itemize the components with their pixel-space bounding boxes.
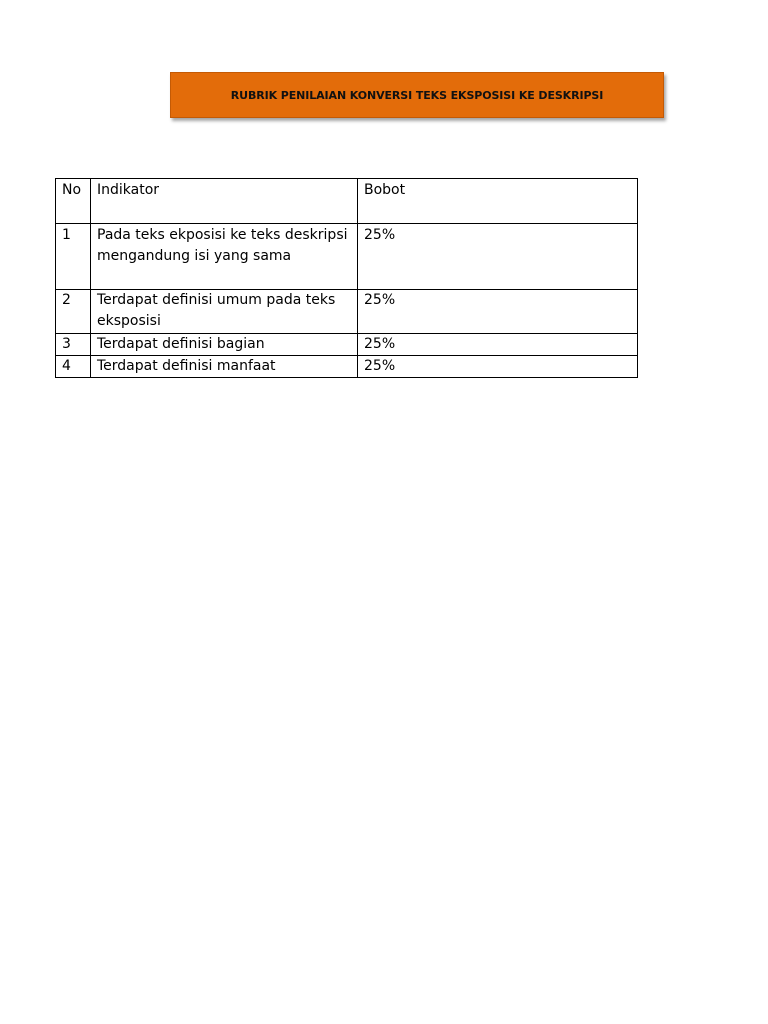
cell-indikator: Terdapat definisi umum pada teks eksposisi: [91, 290, 358, 334]
table-row: [56, 224, 638, 290]
cell-indikator: Terdapat definisi manfaat: [91, 356, 358, 378]
header-bobot: Bobot: [358, 179, 638, 224]
cell-bobot: 25%: [358, 334, 638, 356]
header-no: No: [56, 179, 91, 224]
table-row: [56, 334, 638, 356]
cell-bobot: 25%: [358, 290, 638, 334]
header-indikator: Indikator: [91, 179, 358, 224]
cell-bobot: 25%: [358, 356, 638, 378]
table-row: [56, 356, 638, 378]
cell-indikator: Terdapat definisi bagian: [91, 334, 358, 356]
title-banner: [170, 72, 664, 118]
cell-indikator: Pada teks ekposisi ke teks deskripsi mengandung isi yang sama: [91, 224, 358, 290]
cell-no: 3: [56, 334, 91, 356]
table-header-row: [56, 179, 638, 224]
rubric-table: [55, 178, 638, 378]
document-title: RUBRIK PENILAIAN KONVERSI TEKS EKSPOSISI KE DESKRIPSI: [230, 88, 604, 102]
cell-no: 4: [56, 356, 91, 378]
table-row: [56, 290, 638, 334]
cell-bobot: 25%: [358, 224, 638, 290]
cell-no: 2: [56, 290, 91, 334]
cell-no: 1: [56, 224, 91, 290]
